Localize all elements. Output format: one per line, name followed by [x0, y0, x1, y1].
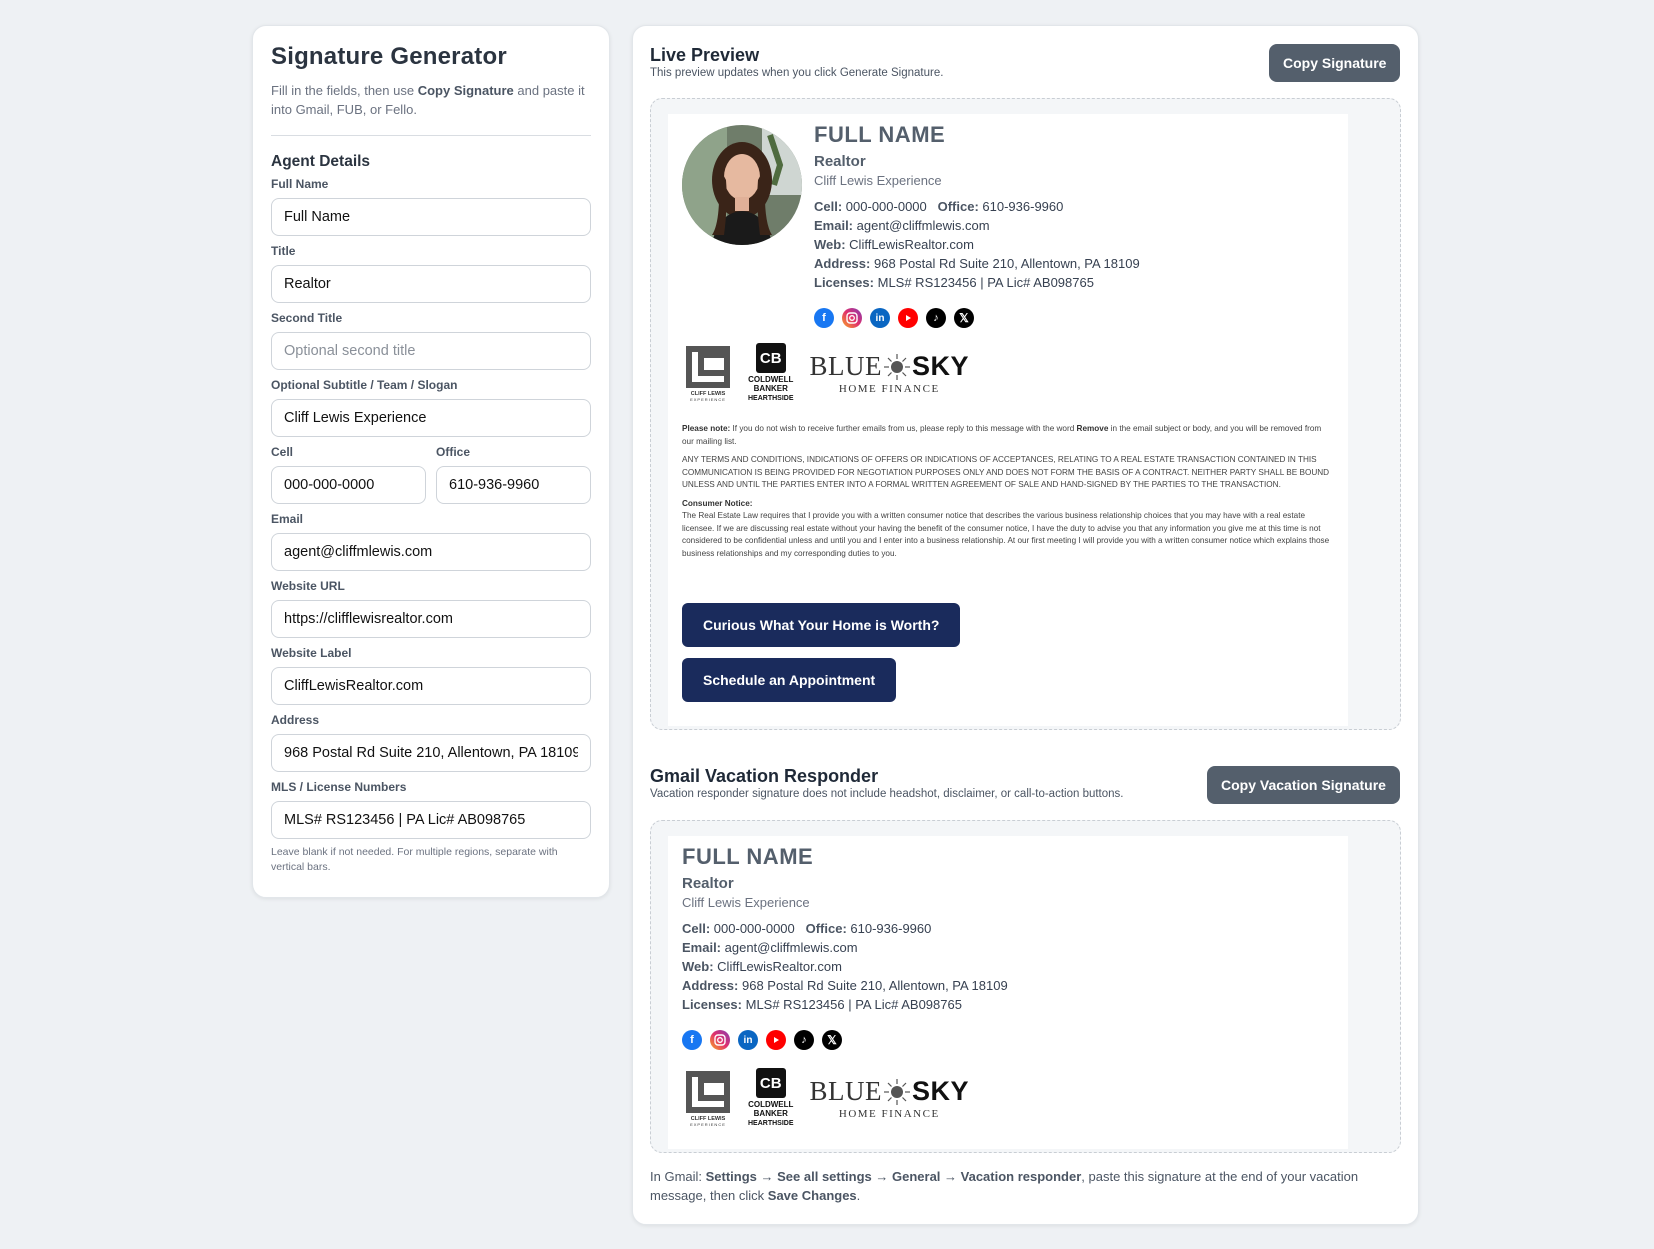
coldwell-banker-logo: CB COLDWELL BANKER HEARTHSIDE: [748, 1068, 794, 1128]
vac-email-label: Email:: [682, 940, 722, 955]
brand-logos: [684, 343, 969, 403]
bs-sky: SKY: [912, 1076, 970, 1106]
gmail-note-middle: , paste this signature at the end of your vacation message, then click: [650, 1169, 1359, 1203]
bs-sub: HOME FINANCE: [838, 1108, 940, 1120]
cb-line1: COLDWELL: [748, 1100, 794, 1109]
phone-row: [271, 445, 591, 512]
consumer-text: The Real Estate Law requires that I provide you with a written consumer notice that describes the various business relationship choices that you may have with a real estate licensee. If we are discussing real estate without your having the benefit of the consumer notice, I have the duty to advise you that any information you give me at this time is not considered to be confidential unless and until you and I enter into a business relationship. At our first meeting I will provide you with a written consumer notice which explains those business relationships and my corresponding duties to you.: [682, 511, 1330, 558]
office-value: 610-936-9960: [982, 199, 1064, 214]
website-url-label: Website URL: [271, 579, 345, 593]
headshot-image: [682, 125, 802, 245]
subtitle-label: Optional Subtitle / Team / Slogan: [271, 378, 458, 392]
vac-cell-value: 000-000-0000: [713, 921, 795, 936]
web-label-text: Web:: [814, 237, 846, 252]
licenses-hint: Leave blank if not needed. For multiple regions, separate with vertical bars.: [271, 846, 558, 873]
vac-brand-logos: [684, 1068, 1334, 1128]
email-input[interactable]: [271, 533, 591, 571]
office-label-text: Office:: [937, 199, 979, 214]
signature-info: [814, 122, 1140, 328]
tiktok-icon[interactable]: ♪: [794, 1030, 814, 1050]
title-group: [271, 244, 591, 303]
website-label-group: [271, 646, 591, 705]
x-icon[interactable]: 𝕏: [954, 308, 974, 328]
vac-sig-title: Realtor: [682, 875, 734, 892]
gmail-note-prefix: In Gmail:: [650, 1169, 706, 1184]
intro-bold: Copy Signature: [417, 83, 514, 98]
address-label: Address: [271, 713, 320, 727]
vac-web-value[interactable]: CliffLewisRealtor.com: [717, 959, 842, 974]
vacation-signature: [668, 836, 1348, 1149]
cb-line2: BANKER: [753, 384, 788, 393]
social-icons: [814, 308, 1140, 328]
vac-office-value: 610-936-9960: [850, 921, 932, 936]
blue-sky-logo: [810, 1076, 970, 1120]
facebook-icon[interactable]: f: [682, 1030, 702, 1050]
cell-group: [271, 445, 426, 504]
copy-vacation-signature-button[interactable]: Copy Vacation Signature: [1207, 766, 1400, 804]
vac-sig-name: FULL NAME: [682, 844, 814, 869]
address-group: [271, 713, 591, 772]
cb-line3: HEARTHSIDE: [748, 395, 794, 402]
sig-name: FULL NAME: [814, 122, 946, 147]
email-value[interactable]: agent@cliffmlewis.com: [856, 218, 990, 233]
title-input[interactable]: [271, 265, 591, 303]
removal-note: [682, 423, 1332, 448]
vacation-header: [650, 766, 1123, 800]
live-preview-header: [650, 45, 943, 79]
gmail-note-end: .: [856, 1188, 861, 1203]
licenses-label: MLS / License Numbers: [271, 780, 407, 794]
vac-address-line: [682, 976, 1334, 995]
cl-logo-sub: EXPERIENCE: [690, 397, 726, 402]
second-title-label: Second Title: [271, 311, 343, 325]
cb-line2: BANKER: [753, 1109, 788, 1118]
vac-email-line: [682, 938, 1334, 957]
vac-web-label: Web:: [682, 959, 714, 974]
cl-logo-text: CLIFF LEWIS: [690, 1116, 726, 1122]
sig-address-line: [814, 254, 1140, 273]
website-label-label: Website Label: [271, 646, 352, 660]
note-remove: Remove: [1076, 424, 1109, 433]
vac-address-value: 968 Postal Rd Suite 210, Allentown, PA 18109: [741, 978, 1008, 993]
sig-title: Realtor: [814, 153, 866, 170]
cl-logo-sub: EXPERIENCE: [690, 1122, 726, 1127]
sig-phone-line: [814, 197, 1140, 216]
subtitle-input[interactable]: [271, 399, 591, 437]
cl-logo-text: CLIFF LEWIS: [690, 391, 726, 397]
home-value-button[interactable]: Curious What Your Home is Worth?: [682, 603, 960, 647]
vac-office-label: Office:: [805, 921, 847, 936]
second-title-group: [271, 311, 591, 370]
note-text-end: in the email subject or body, and you will be removed from our mailing list.: [682, 424, 1322, 446]
instagram-icon[interactable]: [710, 1030, 730, 1050]
sig-email-line: [814, 216, 1140, 235]
website-url-input[interactable]: [271, 600, 591, 638]
vacation-subtitle: Vacation responder signature does not include headshot, disclaimer, or call-to-action buttons.: [650, 788, 1124, 800]
vac-social-icons: [682, 1030, 1334, 1050]
cell-label: Cell: [271, 445, 294, 459]
signature-form-card: [252, 25, 610, 898]
form-title: Signature Generator: [271, 43, 507, 70]
terms-notice: ANY TERMS AND CONDITIONS, INDICATIONS OF OFFERS OR INDICATIONS OF ACCEPTANCES, RELATING TO A REAL ESTATE TRANSACTION CONTAINED IN THIS COMMUNICATION IS BEING PROVIDED FOR NEGOTIATION PURPOSES ONLY AND DOES NOT FORM THE BASIS OF A CONTRACT. NEITHER PARTY SHALL BE BOUND UNLESS AND UNTIL THE PARTIES ENTER INTO A FORMAL WRITTEN AGREEMENT OF SALE AND HAND-SIGNED BY THE PARTIES TO THE TRANSACTION.: [682, 455, 1330, 489]
cliff-lewis-logo: [684, 344, 732, 402]
licenses-label-text: Licenses:: [814, 275, 874, 290]
vac-web-line: [682, 957, 1334, 976]
preview-card: [632, 25, 1419, 1225]
licenses-input[interactable]: [271, 801, 591, 839]
office-label: Office: [436, 445, 471, 459]
sig-contact-lines: [814, 197, 1140, 292]
website-url-group: [271, 579, 591, 638]
youtube-icon[interactable]: [766, 1030, 786, 1050]
gmail-save-changes: Save Changes: [767, 1188, 857, 1203]
instagram-icon[interactable]: [842, 308, 862, 328]
address-input[interactable]: [271, 734, 591, 772]
sun-icon: [883, 353, 911, 381]
facebook-icon[interactable]: f: [814, 308, 834, 328]
bs-sub: HOME FINANCE: [838, 383, 940, 395]
second-title-input[interactable]: [271, 332, 591, 370]
consumer-notice: [682, 498, 1332, 561]
copy-signature-button[interactable]: Copy Signature: [1269, 44, 1400, 82]
cliff-lewis-logo: [684, 1069, 732, 1127]
full-name-label: Full Name: [271, 177, 329, 191]
sig-web-line: [814, 235, 1140, 254]
live-preview-subtitle: This preview updates when you click Generate Signature.: [650, 67, 944, 79]
sig-licenses-line: [814, 273, 1140, 292]
title-label: Title: [271, 244, 296, 258]
licenses-value: MLS# RS123456 | PA Lic# AB098765: [877, 275, 1094, 290]
vacation-sig-info: [682, 844, 1334, 1050]
cell-value: 000-000-0000: [845, 199, 927, 214]
consumer-label: Consumer Notice:: [682, 498, 753, 508]
vac-email-value[interactable]: agent@cliffmlewis.com: [724, 940, 858, 955]
office-group: [436, 445, 591, 504]
signature-preview: [668, 114, 1348, 726]
live-preview-title: Live Preview: [650, 45, 760, 65]
tiktok-icon[interactable]: ♪: [926, 308, 946, 328]
disclaimer: [682, 423, 1332, 560]
vac-cell-label: Cell:: [682, 921, 711, 936]
office-input[interactable]: [436, 466, 591, 504]
vac-licenses-label: Licenses:: [682, 997, 742, 1012]
web-value[interactable]: CliffLewisRealtor.com: [849, 237, 974, 252]
full-name-group: [271, 177, 591, 236]
cell-label-text: Cell:: [814, 199, 843, 214]
gmail-settings-path: Settings → See all settings → General → Vacation responder: [705, 1169, 1082, 1184]
coldwell-banker-logo: CB COLDWELL BANKER HEARTHSIDE: [748, 343, 794, 403]
cb-line1: COLDWELL: [748, 375, 794, 384]
intro-text: Fill in the fields, then use: [271, 83, 418, 98]
address-value: 968 Postal Rd Suite 210, Allentown, PA 18109: [873, 256, 1140, 271]
website-label-input[interactable]: [271, 667, 591, 705]
x-icon[interactable]: 𝕏: [822, 1030, 842, 1050]
email-label-text: Email:: [814, 218, 854, 233]
agent-details-heading: Agent Details: [271, 153, 371, 170]
vac-sig-subtitle: Cliff Lewis Experience: [682, 895, 810, 910]
vac-sig-contact-lines: [682, 919, 1334, 1014]
blue-sky-logo: [810, 351, 970, 395]
vac-address-label: Address:: [682, 978, 739, 993]
divider: [271, 135, 591, 136]
vacation-preview-box: [650, 820, 1401, 1153]
linkedin-icon[interactable]: in: [738, 1030, 758, 1050]
intro-text-end: and paste it into Gmail, FUB, or Fello.: [271, 83, 585, 117]
schedule-appointment-button[interactable]: Schedule an Appointment: [682, 658, 896, 702]
vacation-title: Gmail Vacation Responder: [650, 766, 879, 786]
vac-licenses-line: [682, 995, 1334, 1014]
address-label-text: Address:: [814, 256, 871, 271]
linkedin-icon[interactable]: in: [870, 308, 890, 328]
bs-sky: SKY: [912, 351, 970, 381]
gmail-instructions: [650, 1167, 1370, 1205]
sig-subtitle: Cliff Lewis Experience: [814, 173, 942, 188]
email-label: Email: [271, 512, 304, 526]
subtitle-group: [271, 378, 591, 437]
note-label: Please note:: [682, 424, 731, 433]
live-preview-box: [650, 98, 1401, 730]
cell-input[interactable]: [271, 466, 426, 504]
cb-line3: HEARTHSIDE: [748, 1120, 794, 1127]
sun-icon: [883, 1078, 911, 1106]
vac-licenses-value: MLS# RS123456 | PA Lic# AB098765: [745, 997, 962, 1012]
vac-phone-line: [682, 919, 1334, 938]
form-intro: [271, 81, 591, 119]
email-group: [271, 512, 591, 571]
bs-blue: BLUE: [809, 351, 883, 381]
note-text: If you do not wish to receive further emails from us, please reply to this message with the word: [730, 424, 1077, 433]
bs-blue: BLUE: [809, 1076, 883, 1106]
full-name-input[interactable]: [271, 198, 591, 236]
licenses-group: [271, 780, 591, 839]
youtube-icon[interactable]: [898, 308, 918, 328]
